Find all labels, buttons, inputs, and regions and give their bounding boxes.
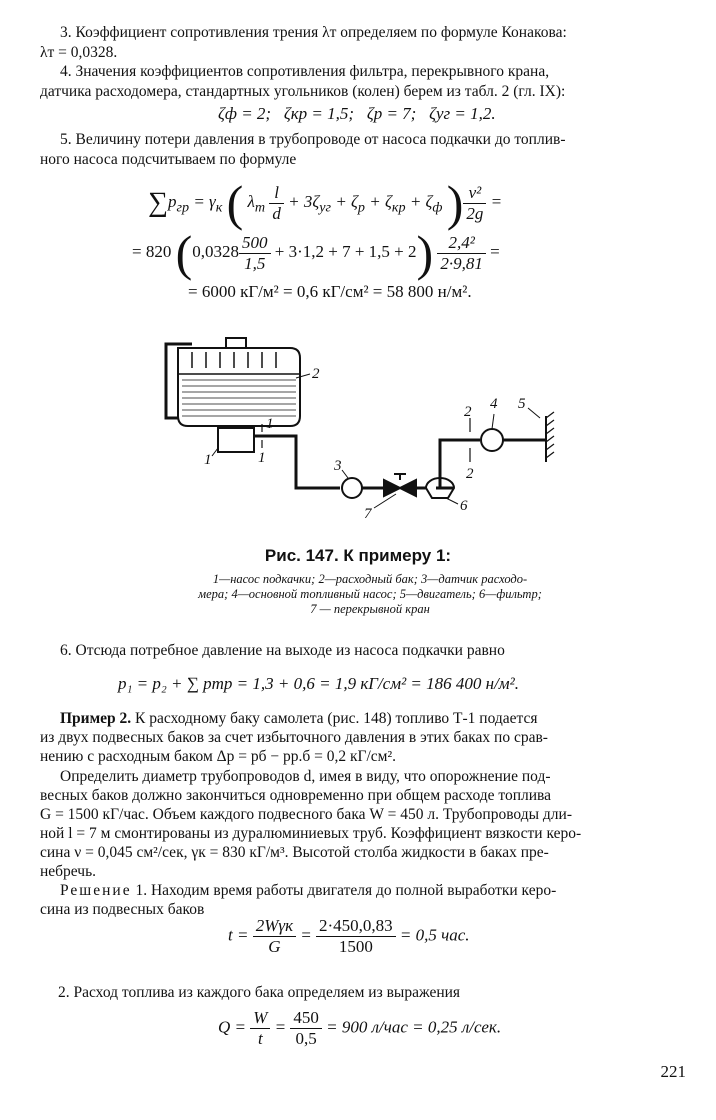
figure-caption-title: Рис. 147. К примеру 1:	[264, 546, 452, 565]
example2-title: Пример 2.	[60, 710, 132, 727]
para4-line2: датчика расходомера, стандартных угольников (колен) берем из табл. 2 (гл. IX):	[40, 83, 566, 100]
coeff-valve: ζкр = 1,5;	[283, 104, 355, 123]
coefficients-line	[218, 104, 496, 124]
solution-title: Решение	[60, 882, 132, 899]
tank-outline	[178, 348, 300, 426]
label-4-main-pump: 4	[490, 396, 498, 412]
label-6-filter: 6	[460, 498, 468, 514]
fraction-2w-g: $\frac{\text{2Wγк}}{G}$	[253, 916, 296, 957]
example2-line4: Определить диаметр трубопроводов d, имея в виду, что опорожнение под-	[60, 768, 551, 785]
formula-substituted: = 820 (0,0328 $\frac{500}{1,5}$ + 3·1,2 + 7 + 1,5 + 2) $\frac{\text{2,4²}}{2\cdot 9,81}$ =	[132, 225, 500, 281]
para6-line1: 6. Отсюда потребное давление на выходе из насоса подкачки равно	[60, 642, 505, 659]
solution-line2: сина из подвесных баков	[40, 901, 205, 918]
coeff-elbow: ζуг = 1,2.	[429, 104, 496, 123]
label-7-valve: 7	[364, 506, 372, 522]
fraction-w-t: $\frac{W}{t}$	[250, 1008, 270, 1049]
pipe-segment-2	[440, 440, 480, 488]
flowmeter-sensor	[342, 478, 362, 498]
legend-line-3: 7 — перекрывной кран	[310, 602, 430, 616]
example2-line7: ной l = 7 м смонтированы из дуралюминиевых труб. Коэффициент вязкости керо-	[40, 825, 582, 842]
tank-cap	[226, 338, 246, 348]
para4-line1: 4. Значения коэффициентов сопротивления фильтра, перекрывного крана,	[60, 63, 550, 80]
formula-pressure-loss: $\sum p_{гр} = \gamma_к$ ( $\lambda_т$ $\frac{l}{d}$ + $3\zeta_{уг} + \zeta_р + \zeta_{кр} + \zeta_ф$ ) $\frac{\text{v²}}{2g}$ =	[148, 175, 503, 231]
example2-line8: сина ν = 0,045 см²/сек, γк = 830 кГ/м³. Высотой столба жидкости в баках пре-	[40, 844, 549, 861]
coeff-flowmeter: ζр = 7;	[366, 104, 417, 123]
para5-line1: 5. Величину потери давления в трубопроводе от насоса подкачки до топлив-	[60, 131, 566, 148]
label-5-engine: 5	[518, 396, 526, 412]
fraction-numeric-time: $\frac{2\cdot 450,0,83}{1500}$	[316, 916, 396, 957]
label-2-tank: 2	[312, 366, 320, 382]
fraction-v2-2g: $\frac{\text{v²}}{2g}$	[463, 183, 486, 224]
fraction-500-1-5: $\frac{500}{1,5}$	[239, 233, 271, 274]
example2-line1: Пример 2. К расходному баку самолета (рис. 148) топливо Т-1 подается	[60, 710, 538, 727]
formula-required-pressure: p₁ = p₂ + ∑ pтр = 1,3 + 0,6 = 1,9 кГ/см² = 186 400 н/м².	[118, 674, 519, 693]
label-3-flowmeter: 3	[334, 458, 342, 474]
example2-line6: G = 1500 кГ/час. Объем каждого подвесного бака W = 450 л. Трубопроводы дли-	[40, 806, 572, 823]
label-1-pump: 1	[204, 452, 212, 468]
example2-line5: весных баков должно закончиться одновременно при общем расходе топлива	[40, 787, 552, 804]
example2-line3: нению с расходным баком Δp = pб − pр.б = 0,2 кГ/см².	[40, 748, 397, 765]
fraction-velocity: $\frac{\text{2,4²}}{2\cdot 9,81}$	[437, 233, 486, 274]
example2-line2: из двух подвесных баков за счет избыточного давления в этих баках по срав-	[40, 729, 548, 746]
fraction-l-d: $\frac{l}{d}$	[269, 183, 284, 224]
legend-line-1: 1—насос подкачки; 2—расходный бак; 3—датчик расходо-	[212, 572, 528, 586]
para5-line2: ного насоса подсчитываем по формуле	[40, 151, 297, 168]
label-2-section-top: 2	[464, 404, 472, 420]
shutoff-valve	[384, 480, 416, 496]
formula-result: = 6000 кГ/м² = 0,6 кГ/см² = 58 800 н/м².	[188, 282, 472, 301]
main-fuel-pump	[481, 429, 503, 451]
pipe-segment-1	[254, 436, 340, 488]
fraction-numeric-flow: $\frac{450}{0,5}$	[290, 1008, 322, 1049]
figure-legend	[120, 572, 620, 617]
label-2-section-bottom: 2	[466, 466, 474, 482]
figure-147-diagram	[0, 318, 716, 538]
solution-step2-line: 2. Расход топлива из каждого бака определяем из выражения	[58, 984, 461, 1001]
page-number: 221	[660, 1062, 686, 1081]
label-1-section-top: 1	[266, 416, 274, 432]
sigma-symbol: ∑	[148, 187, 168, 218]
coeff-filter: ζф = 2;	[218, 104, 272, 123]
para3-line1: 3. Коэффициент сопротивления трения λт определяем по формуле Конакова:	[60, 24, 567, 41]
example2-line9: небречь.	[40, 863, 97, 880]
solution-line1: Решение 1. Находим время работы двигателя до полной выработки керо-	[60, 882, 557, 899]
para3-line2: λт = 0,0328.	[40, 44, 118, 61]
booster-pump	[218, 428, 254, 452]
label-1-section-bottom: 1	[258, 450, 266, 466]
formula-time: t = $\frac{\text{2Wγк}}{G}$ = $\frac{2\cdot 450,0,83}{1500}$ = 0,5 час.	[228, 916, 470, 956]
formula-flow-rate: Q = $\frac{W}{t}$ = $\frac{450}{0,5}$ = 900 л/час = 0,25 л/сек.	[218, 1008, 502, 1048]
legend-line-2: мера; 4—основной топливный насос; 5—двигатель; 6—фильтр;	[198, 587, 542, 601]
